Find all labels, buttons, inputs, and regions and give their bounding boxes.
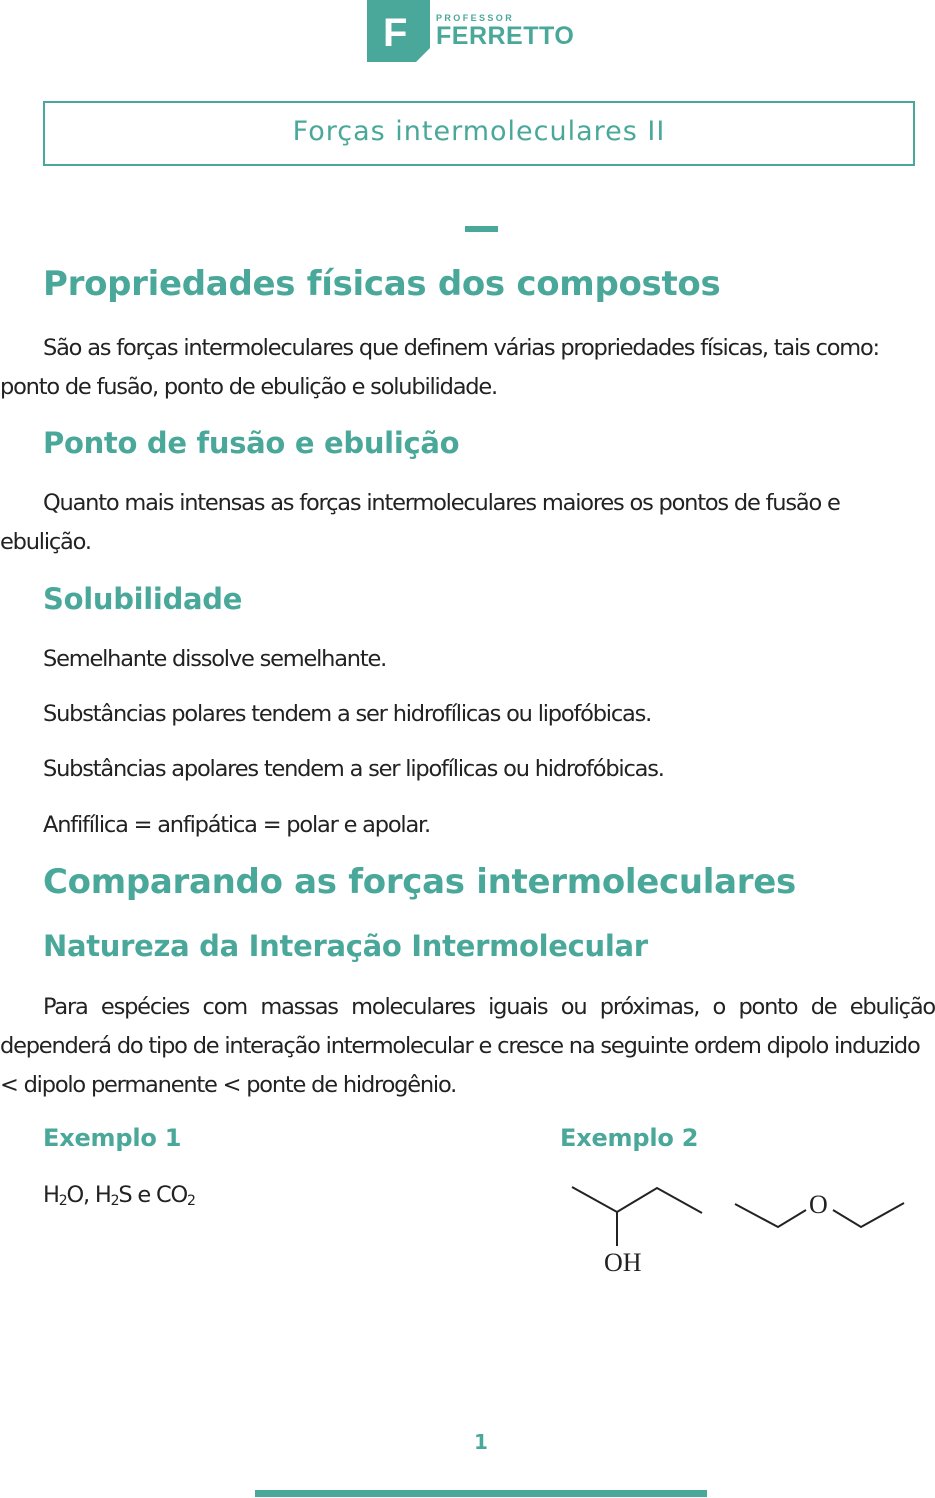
butanol-structure (572, 1187, 702, 1246)
comparando-paragraph-line2: dependerá do tipo de interação intermolecular e cresce na seguinte ordem dipolo induzido (0, 1033, 920, 1059)
comparando-paragraph-line3: < dipolo permanente < ponte de hidrogênio. (0, 1072, 457, 1098)
page-number: 1 (474, 1430, 488, 1454)
oh-label: OH (604, 1248, 642, 1277)
heading-solubilidade: Solubilidade (43, 582, 243, 616)
propriedades-text-line1: São as forças intermoleculares que definem várias propriedades físicas, tais como: (43, 335, 879, 361)
o-label: O (809, 1190, 828, 1219)
heading-exemplo-1: Exemplo 1 (43, 1124, 182, 1152)
professor-ferretto-logo (367, 0, 574, 62)
solubilidade-line4: Anfifílica = anfipática = polar e apolar. (43, 812, 430, 838)
logo-ferretto-text: FERRETTO (436, 22, 575, 50)
document-title-box (43, 101, 915, 166)
svg-text:F: F (383, 11, 408, 55)
heading-ponto-fusao: Ponto de fusão e ebulição (43, 426, 460, 460)
logo-professor-text: PROFESSOR (436, 13, 515, 23)
exemplo-2-molecules (565, 1180, 915, 1280)
heading-natureza: Natureza da Interação Intermolecular (43, 929, 648, 963)
ponto-text-line1: Quanto mais intensas as forças intermoleculares maiores os pontos de fusão e (43, 490, 840, 516)
solubilidade-line2: Substâncias polares tendem a ser hidrofílicas ou lipofóbicas. (43, 701, 652, 727)
footer-bar (255, 1490, 707, 1497)
solubilidade-line3: Substâncias apolares tendem a ser lipofílicas ou hidrofóbicas. (43, 756, 664, 782)
document-title: Forças intermoleculares II (292, 116, 666, 147)
heading-comparando: Comparando as forças intermoleculares (43, 862, 796, 902)
heading-exemplo-2: Exemplo 2 (560, 1124, 699, 1152)
propriedades-text-line2: ponto de fusão, ponto de ebulição e solubilidade. (0, 374, 497, 400)
title-divider (465, 226, 498, 232)
solubilidade-line1: Semelhante dissolve semelhante. (43, 646, 387, 672)
exemplo-1-formulas: $H_2O$, $H_2S$ e $CO_2$ (43, 1182, 195, 1209)
heading-propriedades: Propriedades físicas dos compostos (43, 264, 721, 304)
comparando-paragraph-line1: Para espécies com massas moleculares iguais ou próximas, o ponto de ebulição (43, 994, 935, 1020)
logo-f-icon (367, 0, 430, 62)
ponto-text-line2: ebulição. (0, 529, 91, 555)
